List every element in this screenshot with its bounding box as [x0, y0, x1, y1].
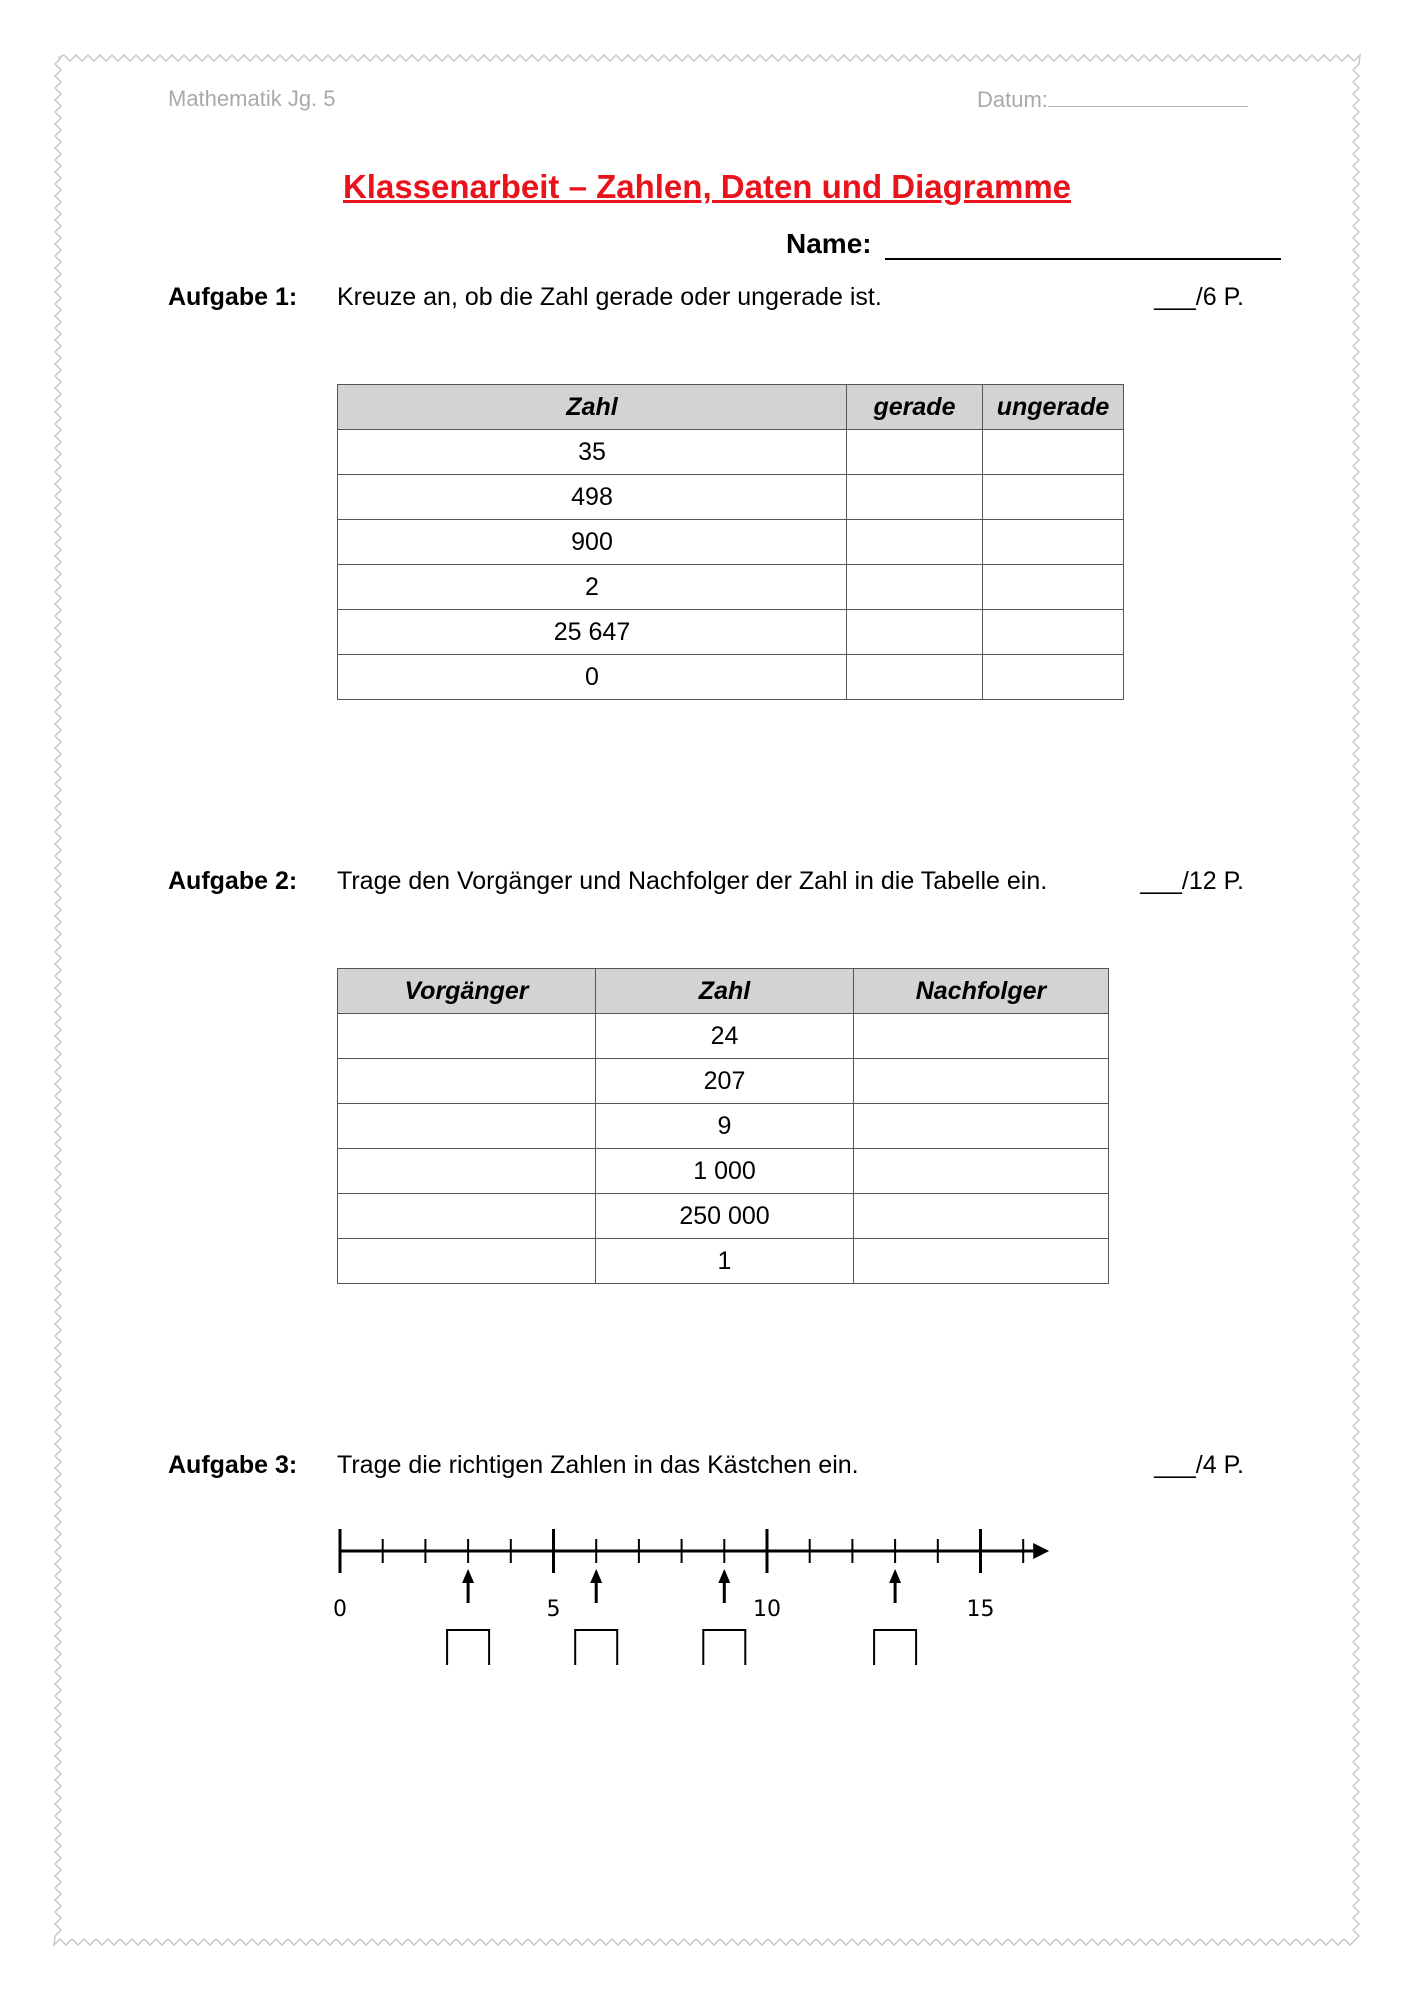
- pointer-arrowhead: [590, 1569, 602, 1583]
- task2-text: Trage den Vorgänger und Nachfolger der Zahl in die Tabelle ein.: [337, 867, 1048, 895]
- task1-number: 498: [338, 475, 847, 520]
- gerade-cell[interactable]: [847, 430, 983, 475]
- date-header: [977, 86, 1248, 113]
- nachfolger-cell[interactable]: [854, 1149, 1109, 1194]
- task1-table: [337, 384, 1124, 700]
- task3-label: Aufgabe 3:: [168, 1451, 298, 1479]
- task1-number: 25 647: [338, 610, 847, 655]
- task2-number: 250 000: [596, 1194, 854, 1239]
- task2-label: Aufgabe 2:: [168, 867, 298, 895]
- number-line-label: 15: [966, 1597, 995, 1622]
- vorgaenger-cell[interactable]: [338, 1239, 596, 1284]
- nachfolger-cell[interactable]: [854, 1194, 1109, 1239]
- ungerade-cell[interactable]: [983, 610, 1124, 655]
- task3-text: Trage die richtigen Zahlen in das Kästchen ein.: [337, 1451, 859, 1479]
- gerade-cell[interactable]: [847, 610, 983, 655]
- task2-number: 24: [596, 1014, 854, 1059]
- table-row: [338, 655, 1124, 700]
- ungerade-cell[interactable]: [983, 655, 1124, 700]
- ungerade-cell[interactable]: [983, 430, 1124, 475]
- nachfolger-cell[interactable]: [854, 1239, 1109, 1284]
- table-row: [338, 430, 1124, 475]
- task3-points: ___/4 P.: [1154, 1451, 1244, 1479]
- task1-number: 0: [338, 655, 847, 700]
- task2-table: [337, 968, 1109, 1284]
- table-row: [338, 610, 1124, 655]
- vorgaenger-cell[interactable]: [338, 1014, 596, 1059]
- number-line-arrowhead: [1033, 1543, 1049, 1559]
- task1-number: 35: [338, 430, 847, 475]
- table-row: [338, 475, 1124, 520]
- task2-points: ___/12 P.: [1140, 867, 1244, 895]
- task2-number: 1: [596, 1239, 854, 1284]
- subject-header: Mathematik Jg. 5: [168, 86, 336, 111]
- gerade-cell[interactable]: [847, 655, 983, 700]
- date-label: Datum:: [977, 87, 1048, 112]
- table-row: [338, 1194, 1109, 1239]
- answer-box[interactable]: [874, 1630, 916, 1665]
- task1-header-zahl: Zahl: [338, 385, 847, 430]
- vorgaenger-cell[interactable]: [338, 1104, 596, 1149]
- name-input-line[interactable]: [885, 258, 1281, 260]
- table-row: [338, 1014, 1109, 1059]
- nachfolger-cell[interactable]: [854, 1014, 1109, 1059]
- task1-header-ungerade: ungerade: [983, 385, 1124, 430]
- table-row: [338, 1149, 1109, 1194]
- page-title: Klassenarbeit – Zahlen, Daten und Diagramme: [342, 168, 1072, 205]
- answer-box[interactable]: [447, 1630, 489, 1665]
- task1-text: Kreuze an, ob die Zahl gerade oder ungerade ist.: [337, 283, 882, 311]
- answer-box[interactable]: [575, 1630, 617, 1665]
- pointer-arrowhead: [889, 1569, 901, 1583]
- table-row: [338, 1059, 1109, 1104]
- gerade-cell[interactable]: [847, 475, 983, 520]
- ungerade-cell[interactable]: [983, 475, 1124, 520]
- number-line-label: 5: [546, 1597, 561, 1622]
- task1-header-gerade: gerade: [847, 385, 983, 430]
- table-row: [338, 520, 1124, 565]
- vorgaenger-cell[interactable]: [338, 1059, 596, 1104]
- task2-header-zahl: Zahl: [596, 969, 854, 1014]
- table-row: [338, 565, 1124, 610]
- nachfolger-cell[interactable]: [854, 1104, 1109, 1149]
- table-row: [338, 1104, 1109, 1149]
- ungerade-cell[interactable]: [983, 520, 1124, 565]
- number-line-label: 10: [753, 1597, 781, 1622]
- pointer-arrowhead: [718, 1569, 730, 1583]
- nachfolger-cell[interactable]: [854, 1059, 1109, 1104]
- task2-header-vorgaenger: Vorgänger: [338, 969, 596, 1014]
- vorgaenger-cell[interactable]: [338, 1194, 596, 1239]
- task1-number: 900: [338, 520, 847, 565]
- date-line: [1048, 86, 1248, 107]
- task2-header-nachfolger: Nachfolger: [854, 969, 1109, 1014]
- name-label: Name:: [786, 228, 872, 259]
- answer-box[interactable]: [703, 1630, 745, 1665]
- task1-number: 2: [338, 565, 847, 610]
- number-line-svg: [330, 1515, 1060, 1665]
- gerade-cell[interactable]: [847, 520, 983, 565]
- task1-points: ___/6 P.: [1154, 283, 1244, 311]
- task2-number: 207: [596, 1059, 854, 1104]
- number-line: [330, 1515, 1060, 1670]
- task2-number: 1 000: [596, 1149, 854, 1194]
- gerade-cell[interactable]: [847, 565, 983, 610]
- vorgaenger-cell[interactable]: [338, 1149, 596, 1194]
- task1-label: Aufgabe 1:: [168, 283, 298, 311]
- number-line-label: 0: [333, 1597, 347, 1622]
- task2-number: 9: [596, 1104, 854, 1149]
- ungerade-cell[interactable]: [983, 565, 1124, 610]
- pointer-arrowhead: [462, 1569, 474, 1583]
- table-row: [338, 1239, 1109, 1284]
